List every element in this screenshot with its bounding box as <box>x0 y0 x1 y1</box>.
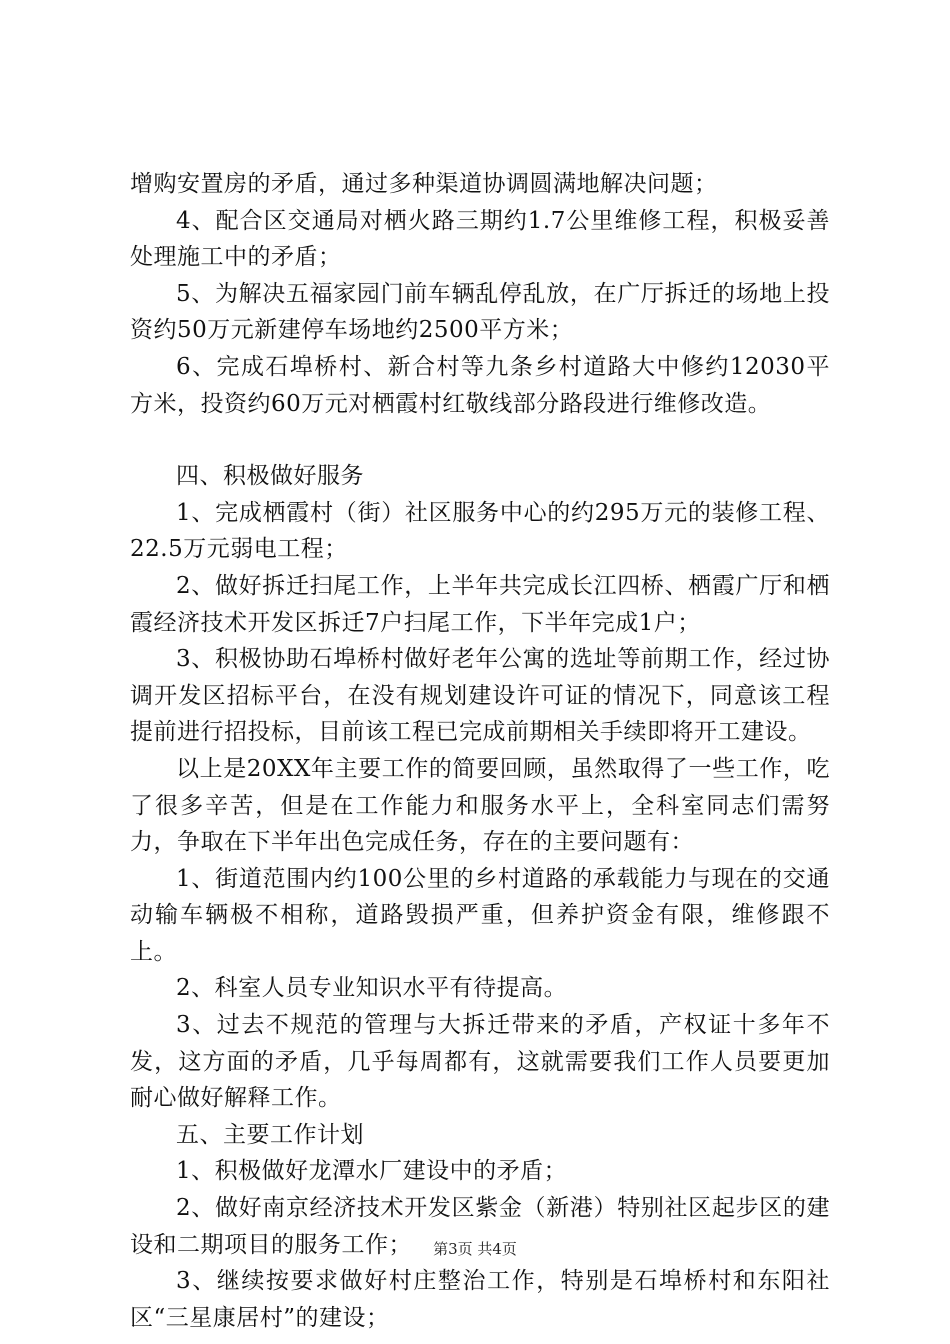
paragraph-continuation: 增购安置房的矛盾，通过多种渠道协调圆满地解决问题； <box>130 171 718 197</box>
paragraph-problem-2: 2、科室人员专业知识水平有待提高。 <box>176 975 568 1002</box>
paragraph-plan-3: 3、继续按要求做好村庄整治工作，特别是石埠桥村和东阳社区“三星康居村”的建设； <box>130 1268 830 1331</box>
paragraph-problem-1: 1、街道范围内约100公里的乡村道路的承载能力与现在的交通动输车辆极不相称，道路毁损严重，但养护资金有限，维修跟不上。 <box>130 865 830 965</box>
paragraph-plan-2: 2、做好南京经济技术开发区紫金（新港）特别社区起步区的建设和二期项目的服务工作； <box>130 1195 830 1258</box>
paragraph-service-3: 3、积极协助石埠桥村做好老年公寓的选址等前期工作，经过协调开发区招标平台，在没有规划建设许可证的情况下，同意该工程提前进行招投标，目前该工程已完成前期相关手续即将开工建设。 <box>130 646 830 746</box>
document-body <box>130 166 830 1336</box>
paragraph-plan-1: 1、积极做好龙潭水厂建设中的矛盾； <box>176 1158 568 1185</box>
paragraph-item-4: 4、配合区交通局对栖火路三期约1.7公里维修工程，积极妥善处理施工中的矛盾； <box>130 207 830 271</box>
section-gap <box>130 422 830 458</box>
paragraph-summary: 以上是20XX年主要工作的简要回顾，虽然取得了一些工作，吃了很多辛苦，但是在工作能力和服务水平上，全科室同志们需努力，争取在下半年出色完成任务，存在的主要问题有： <box>130 755 830 856</box>
page-number-footer: 第3页 共4页 <box>433 1240 517 1258</box>
paragraph-item-6: 6、完成石埠桥村、新合村等九条乡村道路大中修约12030平方米，投资约60万元对栖霞村红敬线部分路段进行维修改造。 <box>130 353 830 417</box>
section-heading-4: 四、积极做好服务 <box>176 463 364 490</box>
paragraph-item-5: 5、为解决五福家园门前车辆乱停乱放，在广厅拆迁的场地上投资约50万元新建停车场地约2500平方米； <box>130 280 830 344</box>
paragraph-service-2: 2、做好拆迁扫尾工作，上半年共完成长江四桥、栖霞广厅和栖霞经济技术开发区拆迁7户扫尾工作，下半年完成1户； <box>130 572 830 636</box>
paragraph-problem-3: 3、过去不规范的管理与大拆迁带来的矛盾，产权证十多年不发，这方面的矛盾，几乎每周都有，这就需要我们工作人员要更加耐心做好解释工作。 <box>130 1012 830 1112</box>
paragraph-service-1: 1、完成栖霞村（街）社区服务中心的约295万元的装修工程、22.5万元弱电工程； <box>130 499 830 563</box>
section-heading-5: 五、主要工作计划 <box>176 1121 364 1148</box>
